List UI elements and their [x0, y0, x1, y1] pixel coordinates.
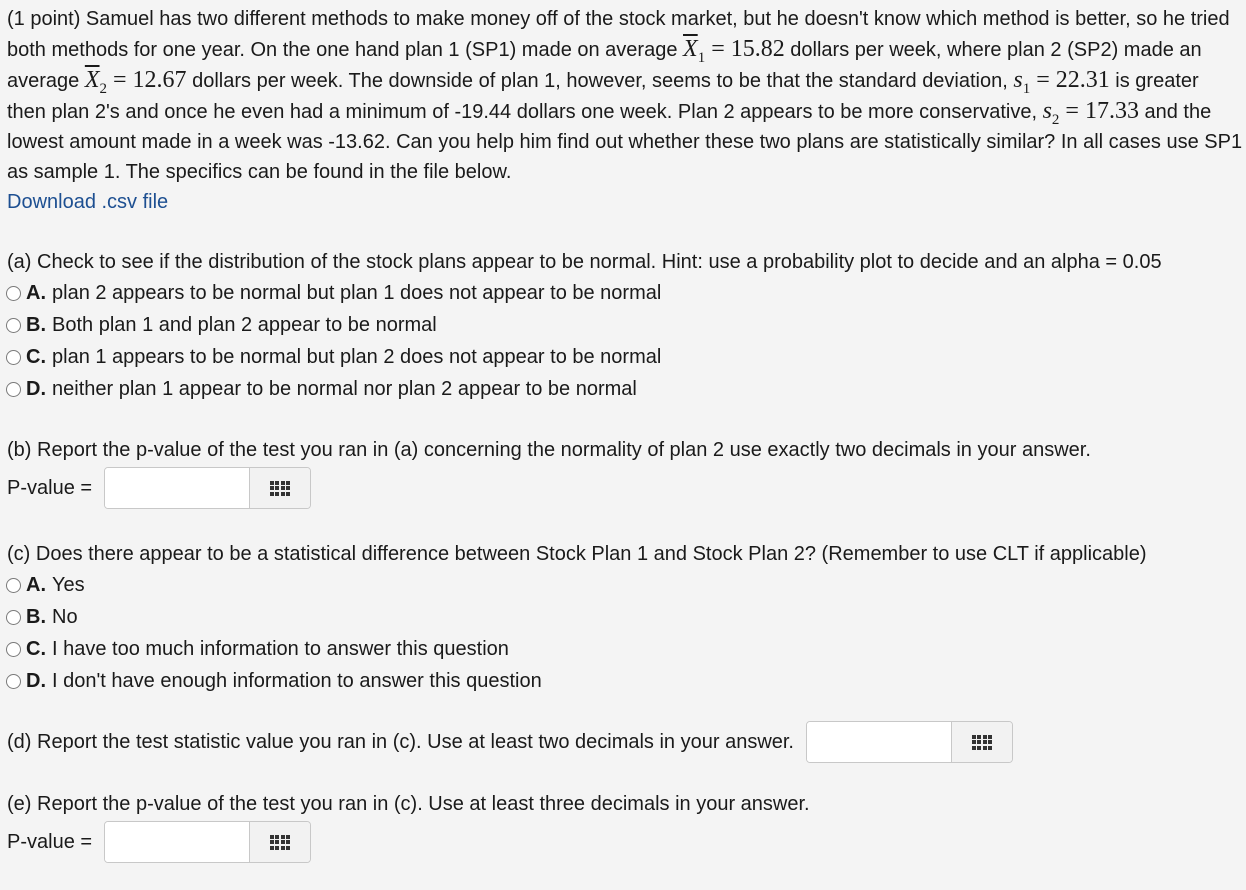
part-e-pvalue-input[interactable]	[105, 822, 249, 862]
intro-text-5: and the lowest amount made in a week was -13.62. Can you help him find out whether these two plans are statistically similar? In all cases use SP1 as sample 1. The specifics can be found in the file below.	[7, 101, 1243, 183]
equation-editor-button[interactable]	[951, 722, 1012, 762]
part-b-answer-row	[7, 465, 1243, 511]
part-d-question: (d) Report the test statistic value you ran in (c). Use at least two decimals in your answer.	[7, 731, 794, 753]
radio-button[interactable]	[6, 578, 21, 593]
part-e-answer-row	[7, 819, 1243, 865]
part-b-pvalue-input[interactable]	[105, 468, 249, 508]
part-e-label: P-value =	[7, 831, 93, 853]
radio-button[interactable]	[6, 350, 21, 365]
keypad-icon	[270, 481, 291, 496]
sd2-expression: $s_2 = 17.33$	[1042, 98, 1139, 128]
part-c-question: (c) Does there appear to be a statistical difference between Stock Plan 1 and Stock Plan 2? (Remember to use CLT if applicable)	[7, 543, 1147, 565]
problem-statement	[7, 4, 1243, 187]
keypad-icon	[972, 735, 993, 750]
part-a-option-b[interactable]: B. Both plan 1 and plan 2 appear to be normal	[6, 309, 1243, 341]
mean1-expression: $\overline{X}_1 = 15.82$	[683, 36, 785, 66]
part-c-option-c[interactable]: C. I have too much information to answer this question	[6, 633, 1243, 665]
part-a-question: (a) Check to see if the distribution of the stock plans appear to be normal. Hint: use a probability plot to decide and an alpha = 0.05	[7, 251, 1162, 273]
radio-button[interactable]	[6, 642, 21, 657]
part-c-option-d[interactable]: D. I don't have enough information to answer this question	[6, 665, 1243, 697]
part-b-answer-box	[104, 467, 311, 509]
intro-text-2: dollars per week, where plan 2 (SP2) made an average	[7, 39, 1202, 92]
part-d-answer-box	[806, 721, 1013, 763]
part-e-answer-box	[104, 821, 311, 863]
mean2-expression: $\overline{X}_2 = 12.67$	[84, 67, 187, 97]
radio-button[interactable]	[6, 318, 21, 333]
intro-text-3: dollars per week. The downside of plan 1, however, seems to be that the standard deviation,	[186, 70, 1014, 92]
radio-button[interactable]	[6, 610, 21, 625]
radio-button[interactable]	[6, 674, 21, 689]
equation-editor-button[interactable]	[249, 822, 310, 862]
part-a-options	[7, 277, 1243, 405]
part-a-option-c[interactable]: C. plan 1 appears to be normal but plan 2 does not appear to be normal	[6, 341, 1243, 373]
download-csv-link[interactable]: Download .csv file	[7, 191, 169, 213]
radio-button[interactable]	[6, 382, 21, 397]
part-c-options	[7, 569, 1243, 697]
radio-button[interactable]	[6, 286, 21, 301]
part-d-answer-row	[7, 719, 1243, 765]
intro-text-1: (1 point) Samuel has two different methods to make money off of the stock market, but he doesn't know which method is better, so he tried both methods for one year. On the one hand plan 1 (SP1) made on average	[7, 8, 1230, 61]
part-d-test-statistic-input[interactable]	[807, 722, 951, 762]
part-a-option-d[interactable]: D. neither plan 1 appear to be normal nor plan 2 appear to be normal	[6, 373, 1243, 405]
part-b-label: P-value =	[7, 477, 93, 499]
part-c-option-b[interactable]: B. No	[6, 601, 1243, 633]
part-b-question: (b) Report the p-value of the test you ran in (a) concerning the normality of plan 2 use exactly two decimals in your answer.	[7, 439, 1091, 461]
intro-text-4: is greater then plan 2's and once he even had a minimum of -19.44 dollars one week. Plan 2 appears to be more conservative,	[7, 70, 1199, 123]
keypad-icon	[270, 835, 291, 850]
sd1-expression: $s_1 = 22.31$	[1013, 67, 1110, 97]
part-a-option-a[interactable]: A. plan 2 appears to be normal but plan 1 does not appear to be normal	[6, 277, 1243, 309]
problem-page	[7, 4, 1243, 865]
equation-editor-button[interactable]	[249, 468, 310, 508]
part-e-question: (e) Report the p-value of the test you ran in (c). Use at least three decimals in your answer.	[7, 793, 810, 815]
part-c-option-a[interactable]: A. Yes	[6, 569, 1243, 601]
